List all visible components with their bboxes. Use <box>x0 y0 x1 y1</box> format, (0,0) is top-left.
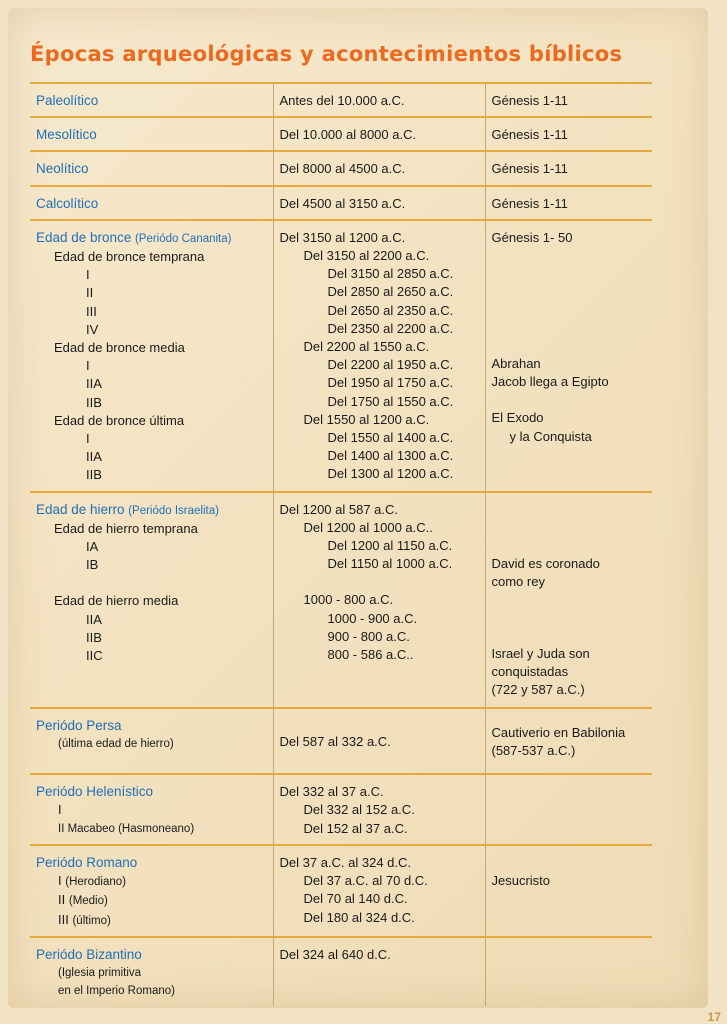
epoch-name: Neolítico <box>36 161 89 177</box>
sub-period: III <box>86 303 97 319</box>
event-text: Jacob llega a Egipto <box>491 374 609 390</box>
epoch-name: Periódo Bizantino <box>36 946 142 962</box>
epochs-table <box>30 82 652 1006</box>
epoch-name: Edad de hierro <box>36 501 125 517</box>
epoch-date: Del 37 a.C. al 324 d.C. <box>279 854 412 870</box>
sub-period: IIB <box>86 394 102 410</box>
sub-date: Del 180 al 324 d.C. <box>303 909 415 925</box>
sub-date: Del 1950 al 1750 a.C. <box>327 375 454 391</box>
epoch-name: Paleolítico <box>36 93 99 108</box>
sub-date: 800 - 586 a.C.. <box>327 647 414 663</box>
sub-date: 900 - 800 a.C. <box>327 628 410 644</box>
page-number: 17 <box>707 1010 721 1024</box>
epoch-name: Periódo Helenístico <box>36 784 154 800</box>
sub-period: IIC <box>86 648 103 664</box>
table-row <box>30 117 652 151</box>
epoch-note: (Periódo Cananita) <box>134 232 232 245</box>
epoch-event: Génesis 1- 50 <box>491 229 573 245</box>
sub-period: I <box>86 431 90 447</box>
sub-period: IV <box>86 321 99 337</box>
epoch-date: Del 8000 al 4500 a.C. <box>279 161 406 177</box>
epoch-date: Del 1200 al 587 a.C. <box>279 501 399 517</box>
event-text: Abrahan <box>491 356 541 372</box>
sub-period: III <box>58 911 69 927</box>
sub-epoch-label: Edad de bronce temprana <box>54 249 205 265</box>
sub-epoch-label: Edad de hierro temprana <box>54 520 198 536</box>
epoch-event: Génesis 1-11 <box>491 195 568 211</box>
epoch-name: Periódo Romano <box>36 854 138 870</box>
epoch-event: Génesis 1-11 <box>491 127 568 143</box>
sub-date: Del 2200 al 1950 a.C. <box>327 357 454 373</box>
sub-date: Del 2200 al 1550 a.C. <box>303 339 430 355</box>
sub-date: Del 1750 al 1550 a.C. <box>327 393 454 409</box>
sub-note: (Herodiano) <box>65 876 126 889</box>
page-title: Épocas arqueológicas y acontecimientos bíblicos <box>30 42 623 66</box>
sub-date: Del 152 al 37 a.C. <box>303 820 408 836</box>
sub-epoch-label: Edad de bronce media <box>54 340 185 356</box>
sub-date: 1000 - 800 a.C. <box>303 592 394 608</box>
epoch-event: Génesis 1-11 <box>491 93 568 108</box>
table-row <box>30 492 652 709</box>
sub-period: II <box>58 892 66 908</box>
epoch-note: (última edad de hierro) <box>58 738 174 751</box>
sub-period: IIB <box>86 467 102 483</box>
table-row <box>30 151 652 185</box>
sub-period: I <box>86 358 90 374</box>
epoch-date: Del 3150 al 1200 a.C. <box>279 229 406 245</box>
sub-epoch-label: Edad de bronce última <box>54 412 185 428</box>
event-text: Jesucristo <box>491 872 551 888</box>
epoch-name: Edad de bronce <box>36 229 132 245</box>
epoch-date: Antes del 10.000 a.C. <box>279 93 405 108</box>
sub-date: Del 2850 al 2650 a.C. <box>327 284 454 300</box>
table-row <box>30 937 652 1007</box>
sub-date: Del 332 al 152 a.C. <box>303 802 415 818</box>
epoch-name: Periódo Persa <box>36 718 122 734</box>
event-text: Israel y Juda son <box>491 646 590 662</box>
sub-date: Del 1200 al 1150 a.C. <box>327 538 453 554</box>
event-text: (722 y 587 a.C.) <box>491 682 585 698</box>
epoch-note: en el Imperio Romano) <box>58 985 175 998</box>
sub-period: IIA <box>86 376 102 392</box>
epoch-date: Del 324 al 640 d.C. <box>279 946 391 962</box>
epoch-date: Del 10.000 al 8000 a.C. <box>279 127 417 143</box>
event-text: y la Conquista <box>509 428 592 444</box>
epoch-date: Del 587 al 332 a.C. <box>279 734 391 750</box>
epoch-date: Del 4500 al 3150 a.C. <box>279 195 406 211</box>
sub-period: IA <box>86 539 99 555</box>
epoch-name: Calcolítico <box>36 195 99 211</box>
sub-period: II <box>86 285 94 301</box>
sub-period: IIA <box>86 449 102 465</box>
sub-date: Del 3150 al 2850 a.C. <box>327 266 454 282</box>
sub-date: Del 1300 al 1200 a.C. <box>327 466 454 482</box>
table-row <box>30 220 652 492</box>
sub-period: I <box>58 802 62 818</box>
sub-date: Del 2650 al 2350 a.C. <box>327 302 454 318</box>
sub-date: Del 70 al 140 d.C. <box>303 891 408 907</box>
sub-period: IIB <box>86 629 102 645</box>
epoch-note: (Iglesia primitiva <box>58 966 142 979</box>
sub-date: Del 2350 al 2200 a.C. <box>327 320 454 336</box>
sub-date: Del 1550 al 1400 a.C. <box>327 430 454 446</box>
sub-period: IIA <box>86 611 102 627</box>
epoch-note: (Periódo Israelita) <box>128 504 219 517</box>
sub-epoch-label: Edad de hierro media <box>54 593 179 609</box>
sub-period: II Macabeo (Hasmoneano) <box>58 822 195 835</box>
event-text: como rey <box>491 573 545 589</box>
sub-date: Del 1400 al 1300 a.C. <box>327 448 454 464</box>
event-text: Cautiverio en Babilonia <box>491 725 626 741</box>
epoch-name: Mesolítico <box>36 127 97 143</box>
epoch-date: Del 332 al 37 a.C. <box>279 784 384 800</box>
table-row <box>30 708 652 774</box>
sub-date: Del 37 a.C. al 70 d.C. <box>303 873 428 889</box>
table-row <box>30 774 652 845</box>
sub-note: (Medio) <box>68 895 108 908</box>
sub-date: Del 1150 al 1000 a.C. <box>327 556 453 572</box>
sub-date: 1000 - 900 a.C. <box>327 610 418 626</box>
epoch-event: Génesis 1-11 <box>491 161 568 177</box>
sub-date: Del 1200 al 1000 a.C.. <box>303 519 433 535</box>
event-text: David es coronado <box>491 555 600 571</box>
table-row <box>30 186 652 220</box>
event-text: conquistadas <box>491 664 569 680</box>
sub-period: I <box>86 267 90 283</box>
sub-period: I <box>58 873 62 889</box>
sub-note: (último) <box>72 914 111 927</box>
table-row <box>30 845 652 937</box>
sub-date: Del 1550 al 1200 a.C. <box>303 411 430 427</box>
event-text: El Exodo <box>491 410 544 426</box>
table-row <box>30 83 652 117</box>
event-text: (587-537 a.C.) <box>491 743 576 759</box>
sub-date: Del 3150 al 2200 a.C. <box>303 248 430 264</box>
sub-period: IB <box>86 557 99 573</box>
